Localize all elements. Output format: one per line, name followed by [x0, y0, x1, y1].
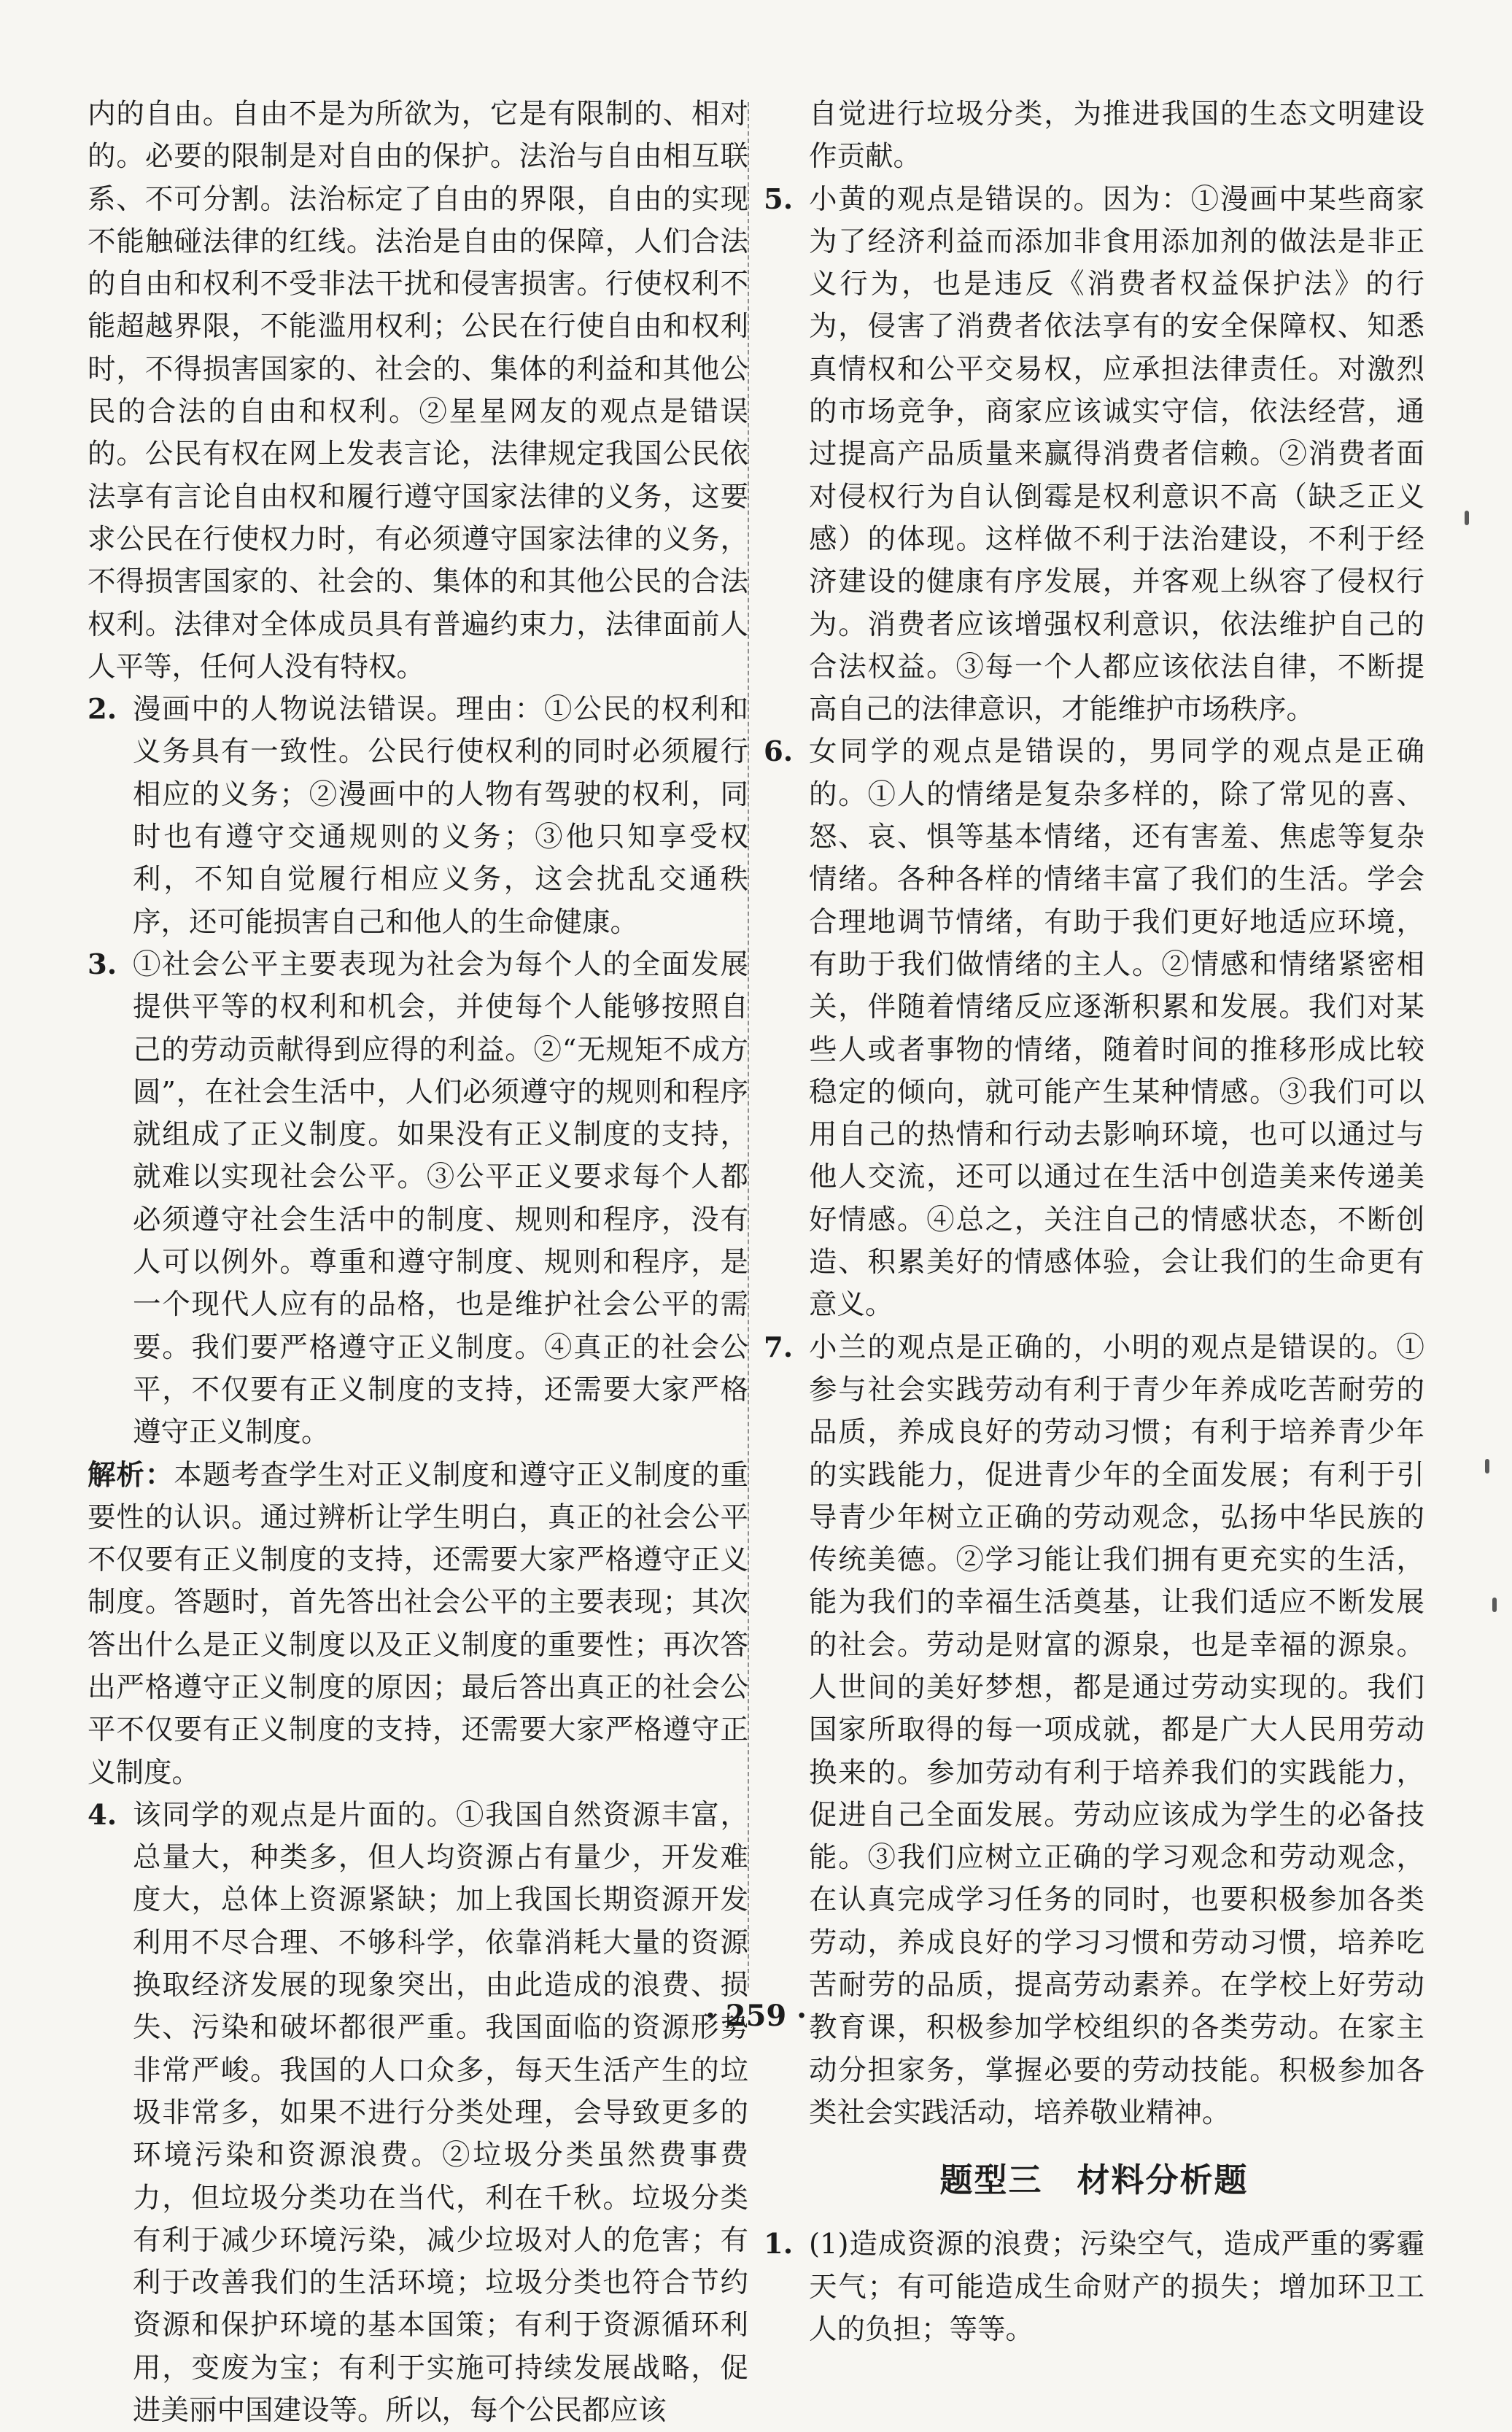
answer-item-5 — [764, 179, 1424, 732]
intro-paragraph: 内的自由。自由不是为所欲为，它是有限制的、相对的。必要的限制是对自由的保护。法治与自由相互联系、不可分割。法治标定了自由的界限，自由的实现不能触碰法律的红线。法治是自由的保障，人们合法的自由和权利不受非法干扰和侵害损害。行使权利不能超越界限，不能滥用权利；公民在行使自由和权利时，不得损害国家的、社会的、集体的利益和其他公民的合法的自由和权利。②星星网友的观点是错误的。公民有权在网上发表言论，法律规定我国公民依法享有言论自由权和履行遵守国家法律的义务，这要求公民在行使权力时，有必须遵守国家法律的义务，不得损害国家的、社会的、集体的和其他公民的合法权利。法律对全体成员具有普遍约束力，法律面前人人平等，任何人没有特权。 — [88, 98, 748, 683]
column-divider — [748, 102, 749, 1988]
item-text: (1)造成资源的浪费；污染空气，造成严重的雾霾天气；有可能造成生命财产的损失；增加环卫工人的负担；等等。 — [809, 2228, 1424, 2346]
item-number: 2. — [88, 693, 117, 727]
item-text: 漫画中的人物说法错误。理由：①公民的权利和义务具有一致性。公民行使权利的同时必须履行相应的义务；②漫画中的人物有驾驶的权利，同时也有遵守交通规则的义务；③他只知享受权利，不知自觉履行相应义务，这会扰乱交通秩序，还可能损害自己和他人的生命健康。 — [133, 693, 748, 939]
scan-mark — [1492, 1598, 1497, 1612]
item-number: 7. — [764, 1331, 794, 1364]
answer-item-4 — [88, 1794, 748, 2432]
analysis-label: 解析： — [88, 1458, 174, 1492]
item-text: 女同学的观点是错误的，男同学的观点是正确的。①人的情绪是复杂多样的，除了常见的喜、怒、哀、惧等基本情绪，还有害羞、焦虑等复杂情绪。各种各样的情绪丰富了我们的生活。学会合理地调节情绪，有助于我们更好地适应环境，有助于我们做情绪的主人。②情感和情绪紧密相关，伴随着情绪反应逐渐积累和发展。我们对某些人或者事物的情绪，随着时间的推移形成比较稳定的倾向，就可能产生某种情感。③我们可以用自己的热情和行动去影响环境，也可以通过与他人交流，还可以通过在生活中创造美来传递美好情感。④总之，关注自己的情感状态，不断创造、积累美好的情感体验，会让我们的生命更有意义。 — [809, 735, 1424, 1322]
item-number: 1. — [764, 2228, 794, 2261]
page-number: · 259 · — [705, 1999, 807, 2033]
item-text: 小黄的观点是错误的。因为：①漫画中某些商家为了经济利益而添加非食用添加剂的做法是非正义行为，也是违反《消费者权益保护法》的行为，侵害了消费者依法享有的安全保障权、知悉真情权和公平交易权，应承担法律责任。对激烈的市场竞争，商家应该诚实守信，依法经营，通过提高产品质量来赢得消费者信赖。②消费者面对侵权行为自认倒霉是权利意识不高（缺乏正义感）的体现。这样做不利于法治建设，不利于经济建设的健康有序发展，并客观上纵容了侵权行为。消费者应该增强权利意识，依法维护自己的合法权益。③每一个人都应该依法自律，不断提高自己的法律意识，才能维护市场秩序。 — [809, 182, 1424, 727]
item-text: ①社会公平主要表现为社会为每个人的全面发展提供平等的权利和机会，并使每个人能够按照自己的劳动贡献得到应得的利益。②“无规矩不成方圆”，在社会生活中，人们必须遵守的规则和程序就组成了正义制度。如果没有正义制度的支持，就难以实现社会公平。③公平正义要求每个人都必须遵守社会生活中的制度、规则和程序，没有人可以例外。尊重和遵守制度、规则和程序，是一个现代人应有的品格，也是维护社会公平的需要。我们要严格遵守正义制度。④真正的社会公平，不仅要有正义制度的支持，还需要大家严格遵守正义制度。 — [133, 948, 748, 1449]
item-number: 3. — [88, 948, 117, 981]
item-number: 4. — [88, 1798, 117, 1832]
answer-item-3 — [88, 944, 748, 1455]
answer-item-2 — [88, 689, 748, 944]
scan-mark — [1485, 1459, 1489, 1473]
material-item-1 — [764, 2223, 1424, 2351]
analysis-paragraph — [88, 1455, 748, 1794]
item-number: 5. — [764, 182, 794, 216]
left-column — [88, 93, 748, 2432]
item-text: 小兰的观点是正确的，小明的观点是错误的。①参与社会实践劳动有利于青少年养成吃苦耐劳的品质，养成良好的劳动习惯；有利于培养青少年的实践能力，促进青少年的全面发展；有利于引导青少年树立正确的劳动观念，弘扬中华民族的传统美德。②学习能让我们拥有更充实的生活，能为我们的幸福生活奠基，让我们适应不断发展的社会。劳动是财富的源泉，也是幸福的源泉。人世间的美好梦想，都是通过劳动实现的。我们国家所取得的每一项成就，都是广大人民用劳动换来的。参加劳动有利于培养我们的实践能力，促进自己全面发展。劳动应该成为学生的必备技能。③我们应树立正确的学习观念和劳动观念，在认真完成学习任务的同时，也要积极参加各类劳动，养成良好的学习习惯和劳动习惯，培养吃苦耐劳的品质，提高劳动素养。在学校上好劳动教育课，积极参加学校组织的各类劳动。在家主动分担家务，掌握必要的劳动技能。积极参加各类社会实践活动，培养敬业精神。 — [809, 1331, 1424, 2129]
item-number: 6. — [764, 735, 794, 769]
analysis-text: 本题考查学生对正义制度和遵守正义制度的重要性的认识。通过辨析让学生明白，真正的社会公平不仅要有正义制度的支持，还需要大家严格遵守正义制度。答题时，首先答出社会公平的主要表现；其次答出什么是正义制度以及正义制度的重要性；再次答出严格遵守正义制度的原因；最后答出真正的社会公平不仅要有正义制度的支持，还需要大家严格遵守正义制度。 — [88, 1458, 748, 1789]
continuation-paragraph: 自觉进行垃圾分类，为推进我国的生态文明建设作贡献。 — [809, 98, 1424, 174]
item-text: 该同学的观点是片面的。①我国自然资源丰富，总量大，种类多，但人均资源占有量少，开发难度大，总体上资源紧缺；加上我国长期资源开发利用不尽合理、不够科学，依靠消耗大量的资源换取经济发展的现象突出，由此造成的浪费、损失、污染和破坏都很严重。我国面临的资源形势非常严峻。我国的人口众多，每天生活产生的垃圾非常多，如果不进行分类处理，会导致更多的环境污染和资源浪费。②垃圾分类虽然费事费力，但垃圾分类功在当代，利在千秋。垃圾分类有利于减少环境污染，减少垃圾对人的危害；有利于改善我们的生活环境；垃圾分类也符合节约资源和保护环境的基本国策；有利于资源循环利用，变废为宝；有利于实施可持续发展战略，促进美丽中国建设等。所以，每个公民都应该 — [133, 1798, 748, 2428]
section-heading: 题型三 材料分析题 — [939, 2161, 1249, 2200]
answer-item-6 — [764, 731, 1424, 1326]
scan-mark — [1465, 511, 1469, 525]
